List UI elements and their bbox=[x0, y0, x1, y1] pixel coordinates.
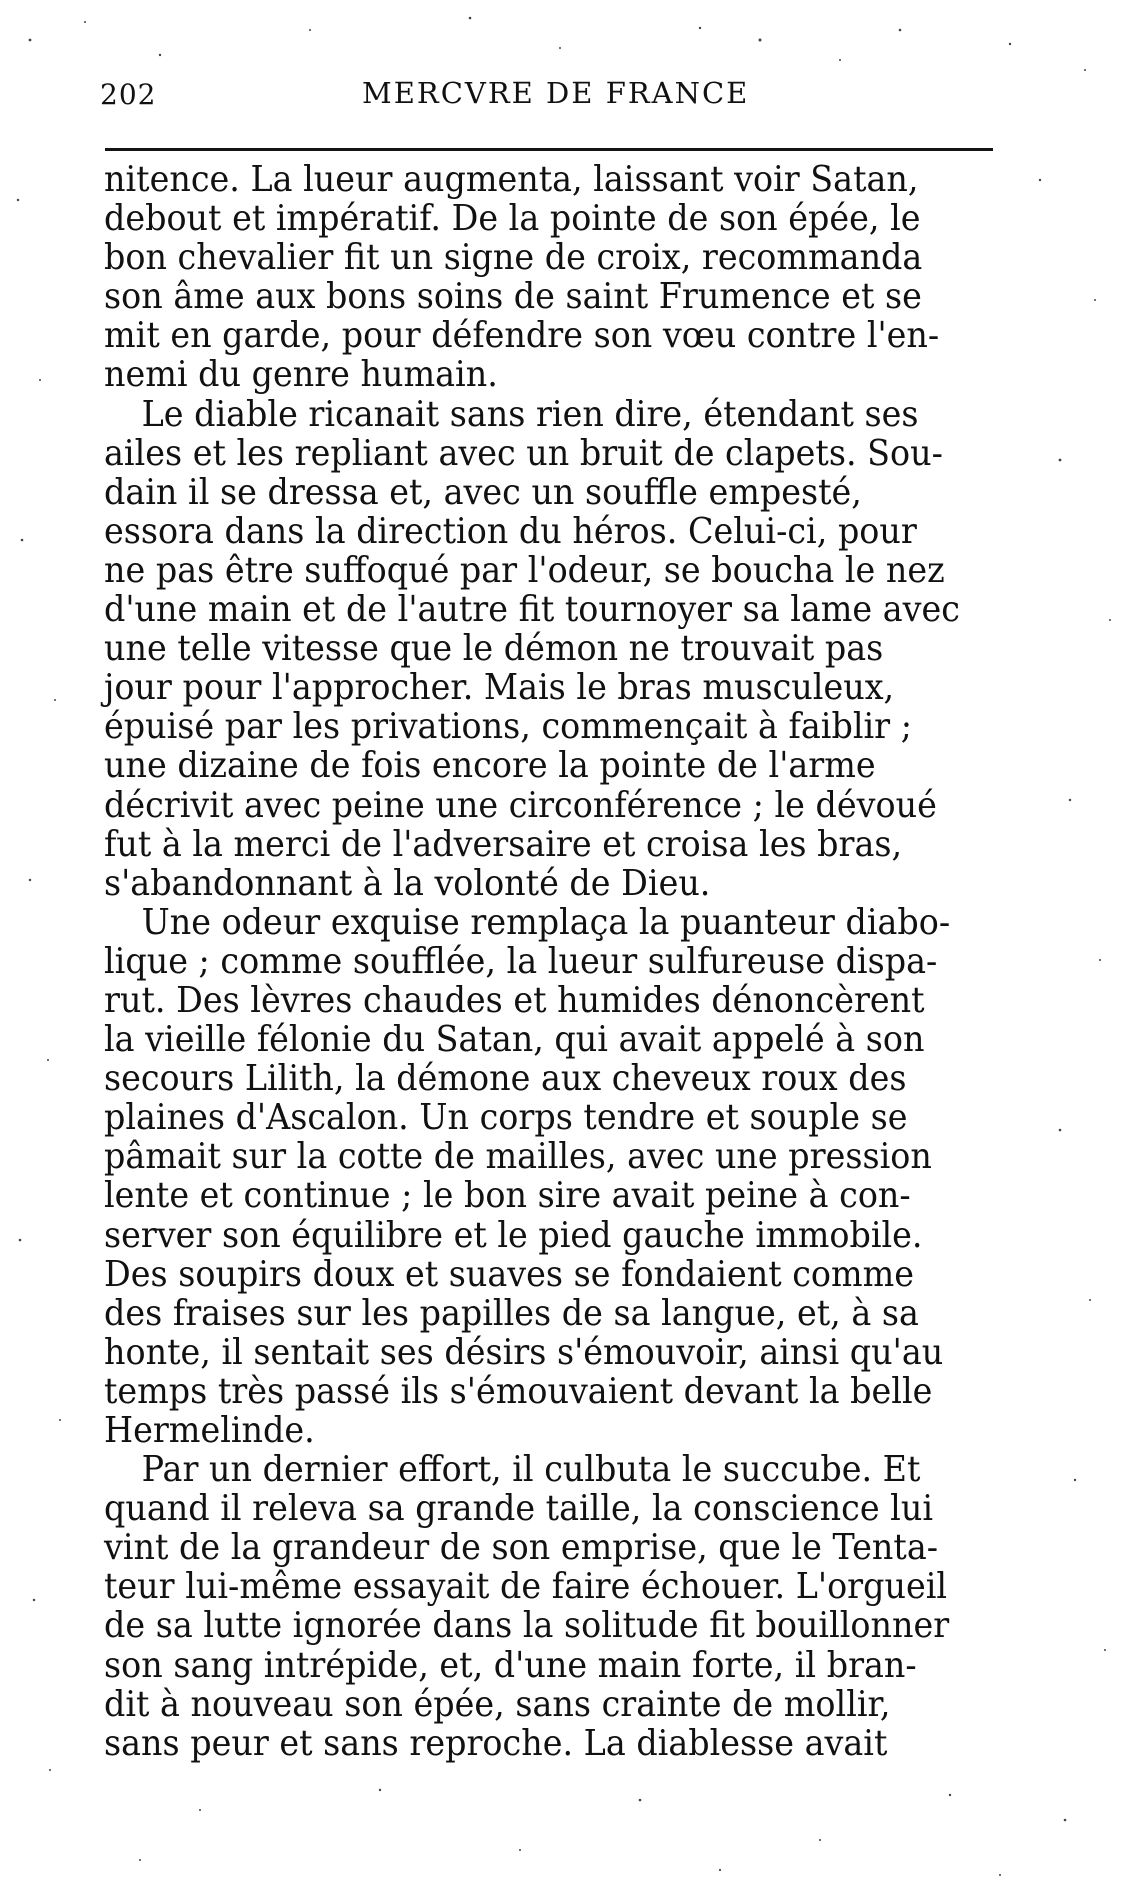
text-line: jour pour l'approcher. Mais le bras musculeux, bbox=[104, 667, 895, 709]
header-rule bbox=[105, 148, 993, 151]
text-line: bon chevalier fit un signe de croix, recommanda bbox=[104, 237, 923, 279]
text-line: honte, il sentait ses désirs s'émouvoir, ainsi qu'au bbox=[104, 1331, 944, 1373]
text-line: quand il releva sa grande taille, la conscience lui bbox=[104, 1488, 934, 1530]
text-line: Le diable ricanait sans rien dire, étendant ses bbox=[141, 393, 919, 435]
text-line: d'une main et de l'autre fit tournoyer sa lame avec bbox=[104, 589, 960, 631]
text-line: pâmait sur la cotte de mailles, avec une pression bbox=[104, 1136, 932, 1178]
text-line: mit en garde, pour défendre son vœu contre l'en- bbox=[104, 315, 940, 357]
text-line: épuisé par les privations, commençait à faiblir ; bbox=[104, 706, 912, 748]
text-line: server son équilibre et le pied gauche immobile. bbox=[104, 1214, 923, 1256]
text-line: sans peur et sans reproche. La diablesse avait bbox=[104, 1722, 888, 1764]
text-line: plaines d'Ascalon. Un corps tendre et souple se bbox=[104, 1097, 908, 1139]
text-line: s'abandonnant à la volonté de Dieu. bbox=[104, 862, 711, 904]
running-title: MERCVRE DE FRANCE bbox=[362, 76, 750, 110]
text-line: nitence. La lueur augmenta, laissant voir Satan, bbox=[104, 159, 919, 200]
text-line: ailes et les repliant avec un bruit de clapets. Sou- bbox=[104, 432, 943, 474]
text-line: Des soupirs doux et suaves se fondaient comme bbox=[104, 1253, 915, 1295]
text-line: décrivit avec peine une circonférence ; le dévoué bbox=[104, 784, 937, 826]
text-line: teur lui-même essayait de faire échouer. L'orgueil bbox=[104, 1566, 948, 1608]
text-line: lente et continue ; le bon sire avait peine à con- bbox=[104, 1175, 911, 1217]
text-line: une dizaine de fois encore la pointe de l'arme bbox=[104, 745, 876, 787]
text-line: dain il se dressa et, avec un souffle empesté, bbox=[104, 471, 862, 513]
page-header bbox=[100, 70, 995, 118]
body-text bbox=[104, 160, 1024, 1763]
page-number: 202 bbox=[100, 78, 157, 111]
text-line: ne pas être suffoqué par l'odeur, se boucha le nez bbox=[104, 549, 945, 591]
text-line: dit à nouveau son épée, sans crainte de mollir, bbox=[104, 1683, 891, 1725]
text-line: son âme aux bons soins de saint Frumence et se bbox=[104, 276, 922, 318]
text-line: rut. Des lèvres chaudes et humides dénoncèrent bbox=[104, 979, 925, 1021]
text-line: debout et impératif. De la pointe de son épée, le bbox=[104, 198, 921, 240]
text-line: Hermelinde. bbox=[104, 1410, 315, 1451]
text-line: des fraises sur les papilles de sa langue, et, à sa bbox=[104, 1292, 919, 1334]
text-line: nemi du genre humain. bbox=[104, 354, 498, 396]
text-line: vint de la grandeur de son emprise, que le Tenta- bbox=[104, 1527, 939, 1569]
text-line: essora dans la direction du héros. Celui-ci, pour bbox=[104, 510, 917, 552]
text-line: la vieille félonie du Satan, qui avait appelé à son bbox=[104, 1019, 925, 1061]
text-line: une telle vitesse que le démon ne trouvait pas bbox=[104, 628, 884, 670]
text-line: Une odeur exquise remplaça la puanteur diabo- bbox=[141, 901, 951, 943]
text-line: lique ; comme soufflée, la lueur sulfureuse dispa- bbox=[104, 940, 938, 982]
text-line: temps très passé ils s'émouvaient devant la belle bbox=[104, 1370, 933, 1412]
text-line: de sa lutte ignorée dans la solitude fit bouillonner bbox=[104, 1605, 950, 1647]
text-line: secours Lilith, la démone aux cheveux roux des bbox=[104, 1058, 907, 1100]
text-line: fut à la merci de l'adversaire et croisa les bras, bbox=[104, 823, 903, 865]
text-line: son sang intrépide, et, d'une main forte, il bran- bbox=[104, 1644, 917, 1686]
text-line: Par un dernier effort, il culbuta le succube. Et bbox=[141, 1449, 921, 1491]
